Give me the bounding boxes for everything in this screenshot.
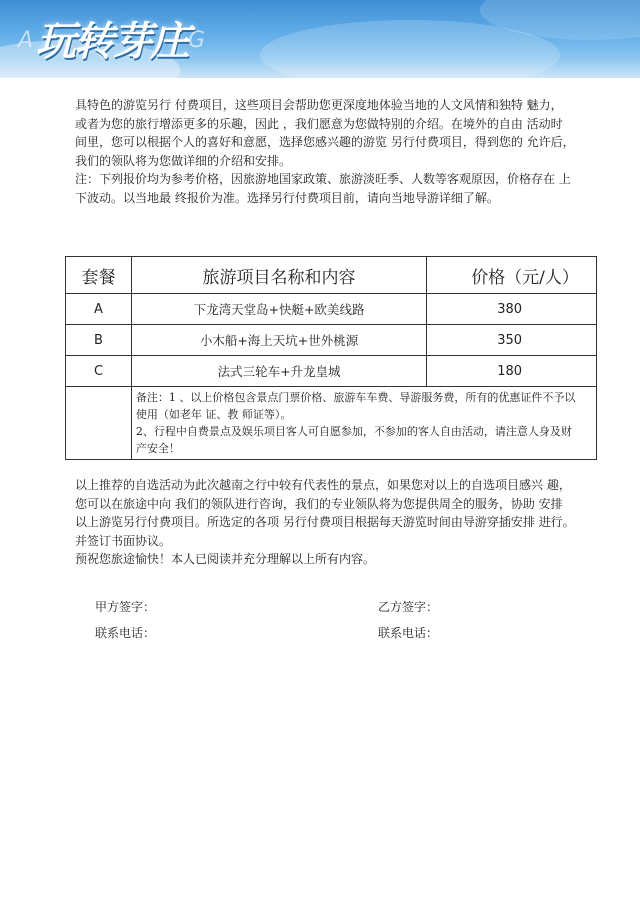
party-b-signature-label: 乙方签字： (378, 600, 439, 614)
table-notes-row (66, 387, 597, 460)
closing-line: 您可以在旅途中向 我们的领队进行咨询，我们的专业领队将为您提供周全的服务，协助 安排 (75, 496, 563, 511)
notes-empty-cell (66, 387, 132, 460)
note-text: 备注：1 、以上价格包含景点门票价格、旅游车车费、导游服务费，所有的优惠证件不予以 (135, 391, 576, 404)
brand-prefix-letter: A (18, 28, 34, 53)
package-content: 法式三轮车+升龙皇城 (131, 356, 426, 387)
package-price: 380 (427, 294, 597, 325)
package-price-table (65, 256, 597, 460)
closing-paragraph (75, 476, 575, 569)
table-row (66, 294, 597, 325)
intro-line: 或者为您的旅行增添更多的乐趣，因此 ，我们愿意为您做特别的介绍。在境外的自由 活动时 (75, 116, 563, 131)
closing-line: 以上游览另行付费项目。所选定的各项 另行付费项目根据每天游览时间由导游穿插安排 进行。 (75, 515, 575, 529)
note-text: 产安全！ (135, 442, 180, 455)
brand-suffix-letter: G (188, 28, 206, 53)
note-text: 使用（如老年 证、教 师证等）。 (135, 408, 292, 421)
note-line: 下波动。以当地最 终报价为准。选择另行付费项目前，请向当地导游详细了解。 (75, 190, 499, 205)
table-row (66, 325, 597, 356)
closing-line: 预祝您旅途愉快！本人已阅读并充分理解以上所有内容。 (75, 552, 376, 566)
intro-line: 间里，您可以根据个人的喜好和意愿，选择您感兴趣的游览 另行付费项目，得到您的 允许后， (75, 135, 575, 149)
package-price: 350 (427, 325, 597, 356)
closing-line: 以上推荐的自选活动为此次越南之行中较有代表性的景点，如果您对以上的自选项目感兴 趣， (75, 478, 571, 492)
party-a-phone-label: 联系电话： (95, 626, 156, 640)
brand-logo-text: 玩转芽庄 (36, 19, 188, 65)
intro-line: 具特色的游览另行 付费项目，这些项目会帮助您更深度地体验当地的人文风情和独特 魅力， (75, 98, 563, 112)
note-text: 2、行程中自费景点及娱乐项目客人可自愿参加，不参加的客人自由活动，请注意人身及财 (135, 425, 572, 438)
party-a-signature-label: 甲方签字： (95, 600, 156, 614)
header-package: 套餐 (66, 257, 132, 294)
table-row (66, 356, 597, 387)
header-banner (0, 0, 640, 78)
table-header-row (66, 257, 597, 294)
package-code: A (66, 294, 132, 325)
package-price: 180 (427, 356, 597, 387)
intro-line: 我们的领队将为您做详细的介绍和安排。 (75, 153, 292, 168)
party-b-phone-label: 联系电话： (378, 626, 439, 640)
package-code: B (66, 325, 132, 356)
package-content: 小木船+海上天坑+世外桃源 (131, 325, 426, 356)
notes-cell (131, 387, 596, 460)
intro-paragraph (75, 96, 575, 207)
note-line: 注：下列报价均为参考价格，因旅游地国家政策、旅游淡旺季、人数等客观原因，价格存在 上 (75, 172, 571, 186)
header-price: 价格（元/人） (427, 257, 597, 294)
package-code: C (66, 356, 132, 387)
closing-line: 并签订书面协议。 (75, 533, 172, 548)
package-content: 下龙湾天堂岛+快艇+欧美线路 (131, 294, 426, 325)
header-content: 旅游项目名称和内容 (131, 257, 426, 294)
